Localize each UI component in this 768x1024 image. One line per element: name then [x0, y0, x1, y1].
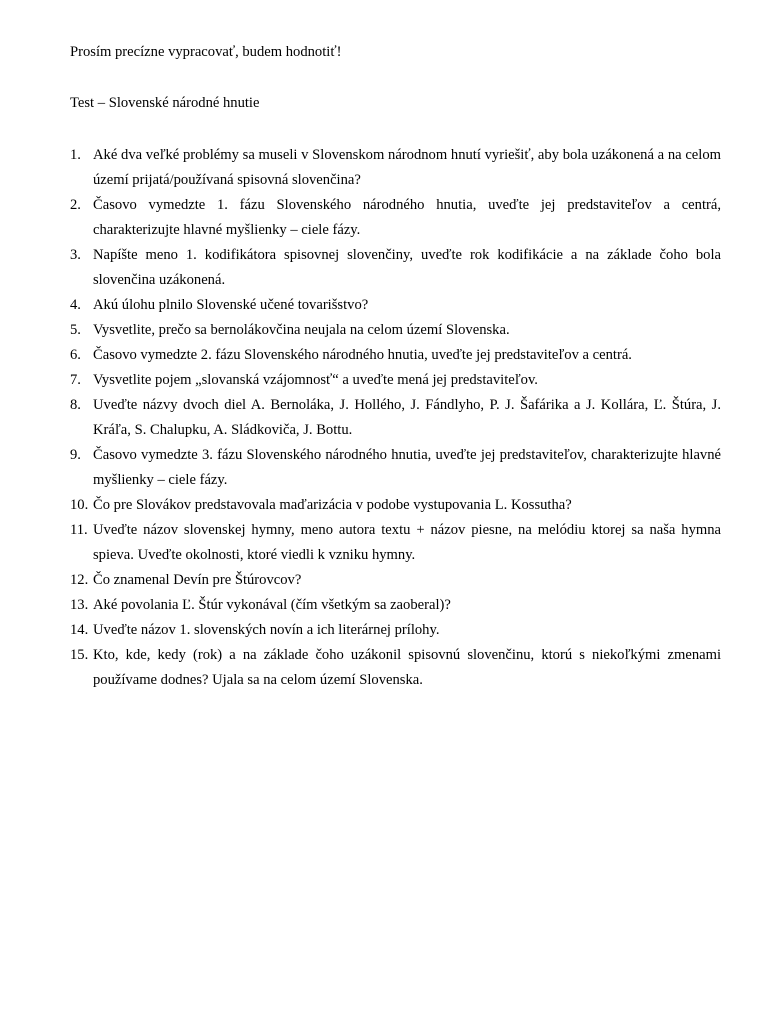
- question-text: Aké povolania Ľ. Štúr vykonával (čím všetkým sa zaoberal)?: [93, 597, 451, 613]
- question-text: Uveďte názov 1. slovenských novín a ich literárnej prílohy.: [93, 622, 440, 638]
- question-number: 1.: [70, 147, 81, 163]
- question-number: 14.: [70, 622, 89, 638]
- question-text: Napíšte meno 1. kodifikátora spisovnej slovenčiny, uveďte rok kodifikácie a na základe čoho bola slovenčina uzákonená.: [93, 247, 721, 288]
- question-item: [70, 193, 721, 243]
- question-text: Aké dva veľké problémy sa museli v Slovenskom národnom hnutí vyriešiť, aby bola uzákonená a na celom území prijatá/používaná spisovná slovenčina?: [93, 147, 721, 188]
- question-text: Časovo vymedzte 3. fázu Slovenského národného hnutia, uveďte jej predstaviteľov, charakterizujte hlavné myšlienky – ciele fázy.: [93, 447, 721, 488]
- question-number: 7.: [70, 372, 81, 388]
- question-item: [70, 293, 721, 318]
- question-text: Vysvetlite pojem „slovanská vzájomnosť“ a uveďte mená jej predstaviteľov.: [93, 372, 538, 388]
- question-number: 13.: [70, 597, 89, 613]
- question-text: Časovo vymedzte 1. fázu Slovenského národného hnutia, uveďte jej predstaviteľov a centrá, charakterizujte hlavné myšlienky – ciele fázy.: [93, 197, 721, 238]
- question-item: [70, 393, 721, 443]
- question-number: 12.: [70, 572, 89, 588]
- question-number: 8.: [70, 397, 81, 413]
- question-number: 6.: [70, 347, 81, 363]
- question-item: [70, 143, 721, 193]
- question-number: 5.: [70, 322, 81, 338]
- question-number: 3.: [70, 247, 81, 263]
- question-item: [70, 243, 721, 293]
- question-number: 11.: [70, 522, 88, 538]
- question-list: [70, 143, 721, 693]
- question-text: Uveďte názvy dvoch diel A. Bernoláka, J. Hollého, J. Fándlyho, P. J. Šafárika a J. Kollára, Ľ. Štúra, J. Kráľa, S. Chalupku, A. Sládkoviča, J. Bottu.: [93, 397, 721, 438]
- question-item: [70, 318, 721, 343]
- question-text: Čo znamenal Devín pre Štúrovcov?: [93, 572, 302, 588]
- question-text: Uveďte názov slovenskej hymny, meno autora textu + názov piesne, na melódiu ktorej sa naša hymna spieva. Uveďte okolnosti, ktoré viedli k vzniku hymny.: [93, 522, 721, 563]
- question-item: [70, 368, 721, 393]
- question-item: [70, 518, 721, 568]
- question-text: Vysvetlite, prečo sa bernolákovčina neujala na celom území Slovenska.: [93, 322, 510, 338]
- question-text: Čo pre Slovákov predstavovala maďarizácia v podobe vystupovania L. Kossutha?: [93, 497, 572, 513]
- question-item: [70, 493, 721, 518]
- question-item: [70, 593, 721, 618]
- page-title: Test – Slovenské národné hnutie: [70, 95, 260, 111]
- question-text: Časovo vymedzte 2. fázu Slovenského národného hnutia, uveďte jej predstaviteľov a centrá.: [93, 347, 632, 363]
- question-number: 9.: [70, 447, 81, 463]
- intro-line: Prosím precízne vypracovať, budem hodnotiť!: [70, 44, 342, 60]
- question-number: 15.: [70, 647, 89, 663]
- question-text: Kto, kde, kedy (rok) a na základe čoho uzákonil spisovnú slovenčinu, ktorú s niekoľkými zmenami používame dodnes? Ujala sa na celom území Slovenska.: [93, 647, 721, 688]
- question-item: [70, 643, 721, 693]
- question-text: Akú úlohu plnilo Slovenské učené tovarišstvo?: [93, 297, 369, 313]
- question-item: [70, 568, 721, 593]
- question-item: [70, 443, 721, 493]
- question-number: 10.: [70, 497, 89, 513]
- question-number: 4.: [70, 297, 81, 313]
- question-item: [70, 618, 721, 643]
- question-number: 2.: [70, 197, 81, 213]
- question-item: [70, 343, 721, 368]
